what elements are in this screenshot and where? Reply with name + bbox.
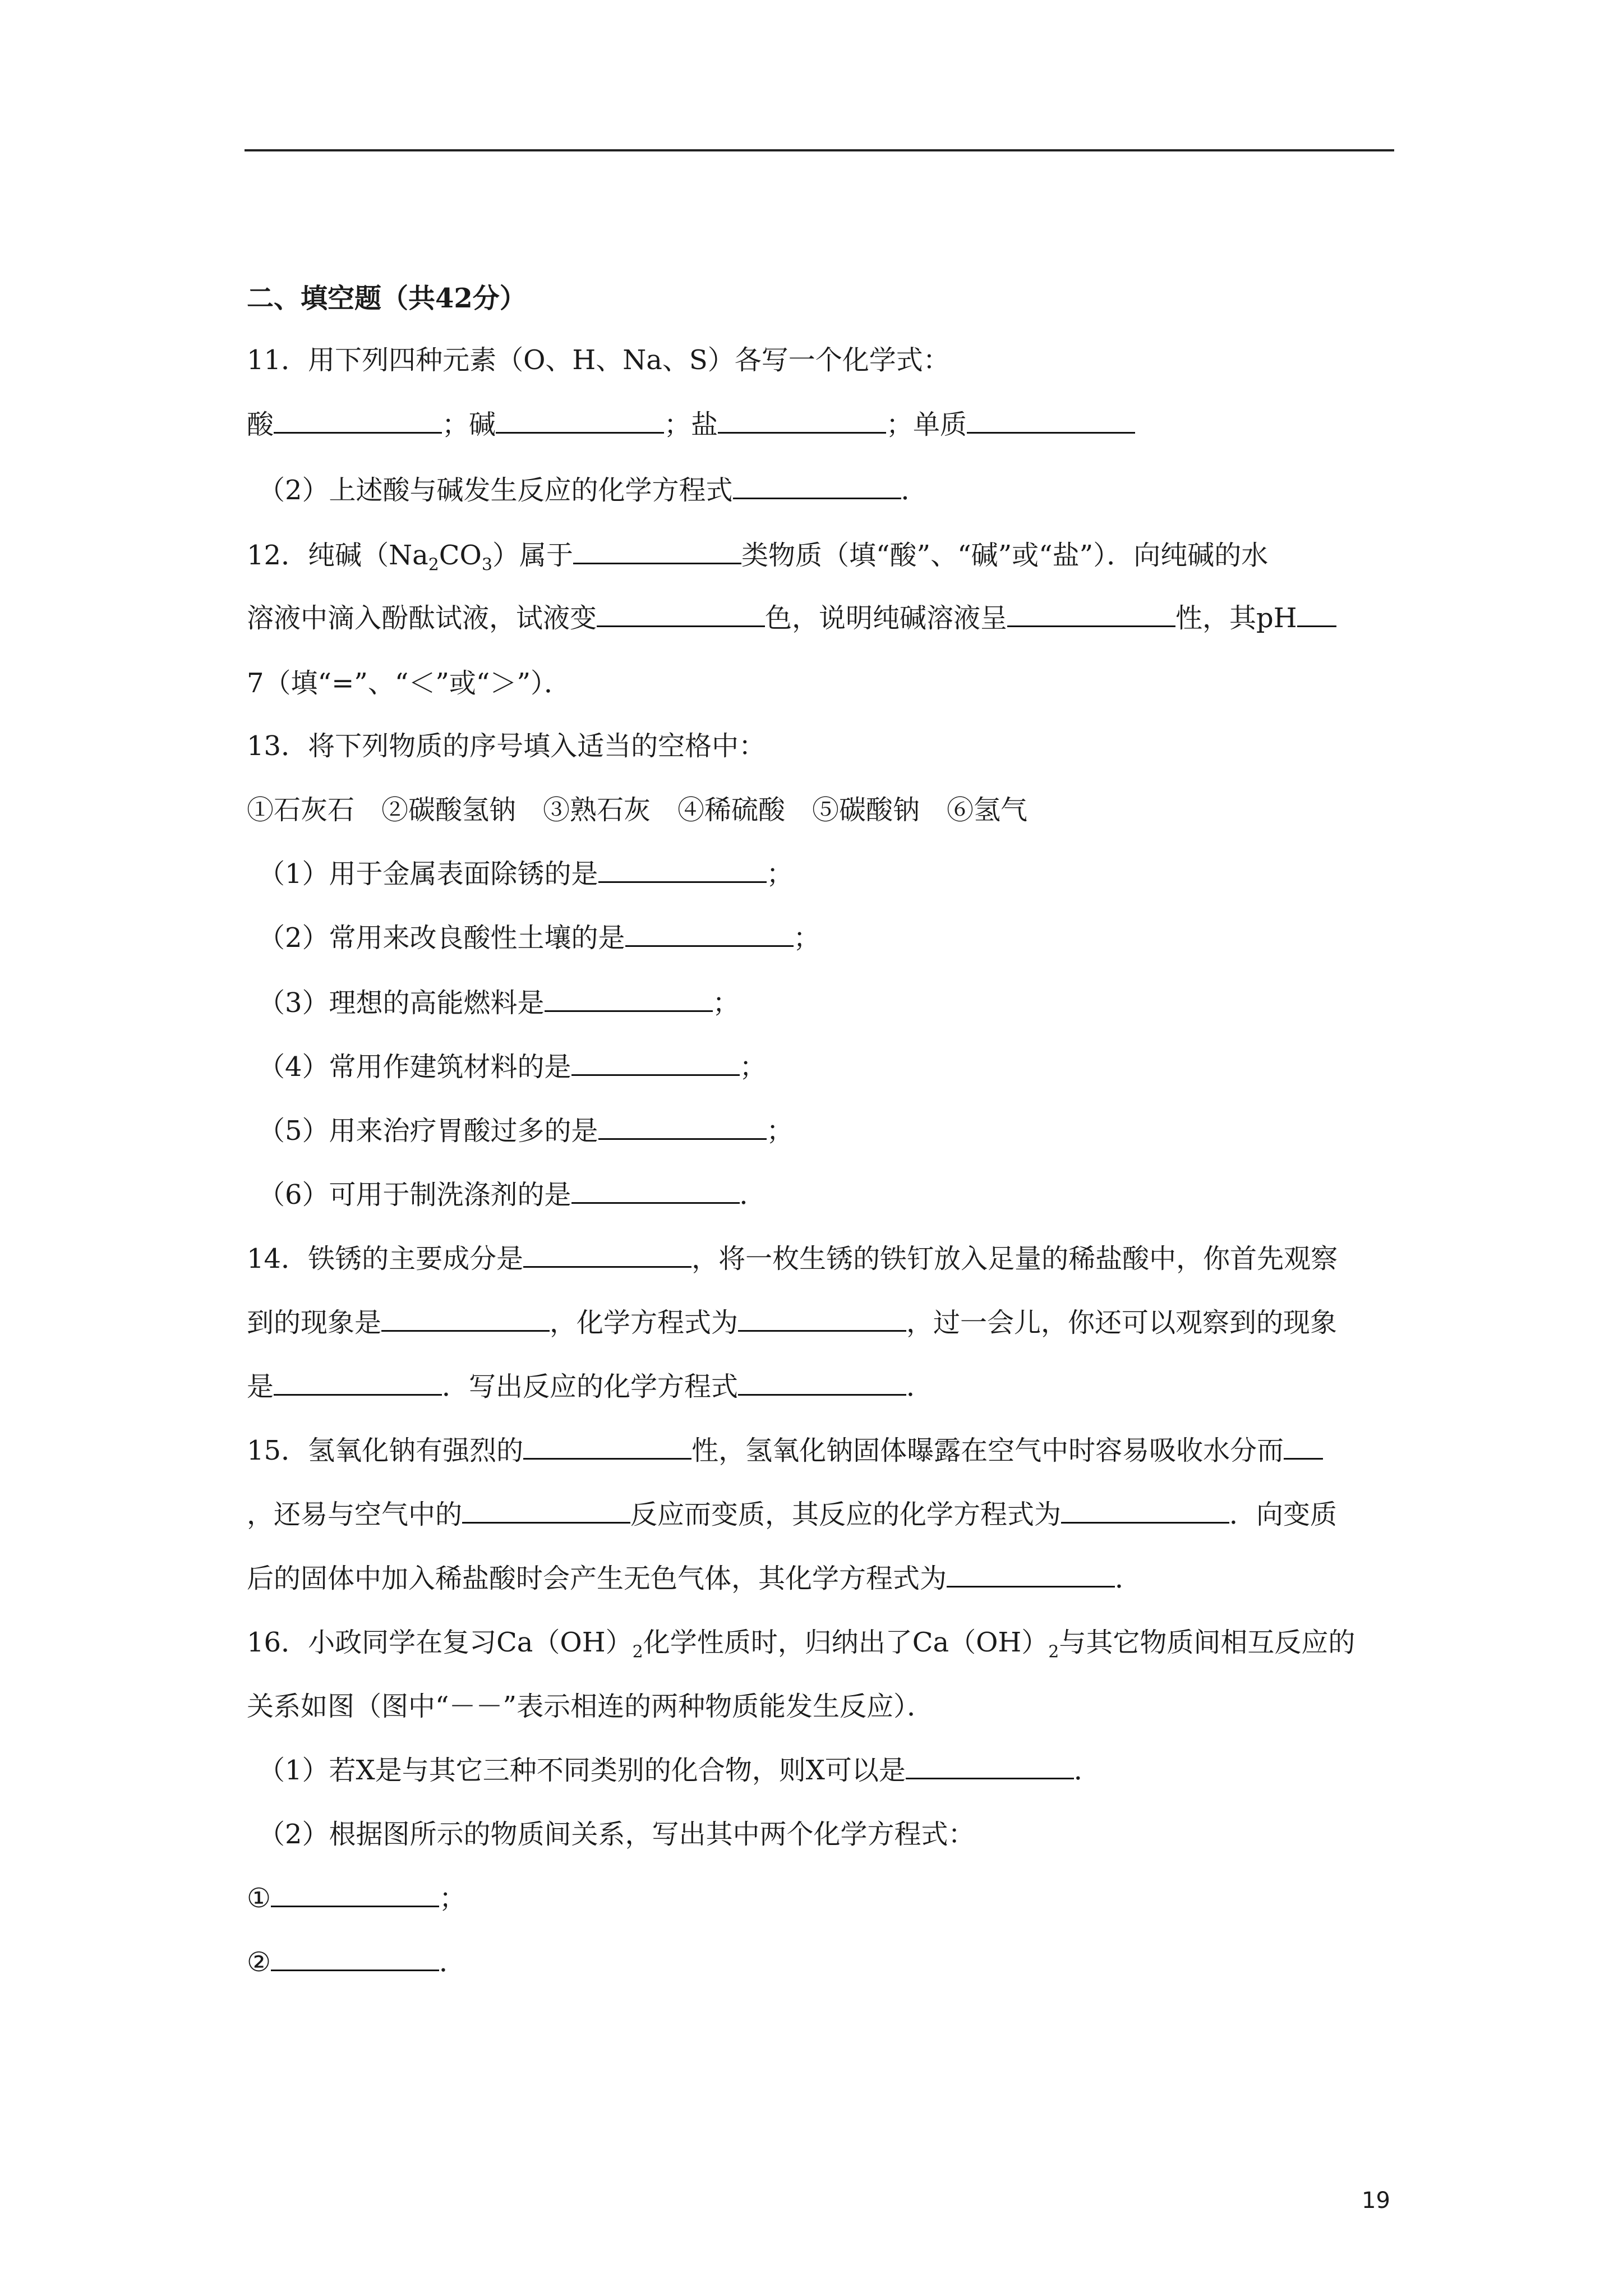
q13-p6-end: ．: [739, 1179, 767, 1211]
q15-text-a: 15．氢氧化钠有强烈的: [247, 1435, 524, 1466]
q11-acid-label: 酸: [247, 409, 274, 440]
q12-sub-b: 3: [481, 555, 492, 575]
q16-text-b: 化学性质时，归纳出了Ca（OH）: [643, 1627, 1049, 1658]
q14-text-g: ．写出反应的化学方程式: [442, 1371, 739, 1402]
q15-text-c: ，还易与空气中的: [247, 1499, 463, 1530]
q12-ph-blank[interactable]: [1297, 601, 1336, 627]
q16-p1-text: （1）若X是与其它三种不同类别的化合物，则X可以是: [258, 1755, 906, 1786]
q13-p2-end: ；: [793, 922, 820, 954]
q14-equation2-blank[interactable]: [738, 1369, 906, 1396]
q13-p3-text: （3）理想的高能燃料是: [258, 987, 545, 1019]
q16-eq2: [247, 1944, 466, 1980]
q13-p5-text: （5）用来治疗胃酸过多的是: [258, 1115, 598, 1147]
q13-p4-blank[interactable]: [571, 1050, 740, 1076]
section-title: 二、填空题（共42分）: [247, 283, 527, 314]
q13-p2-blank[interactable]: [625, 921, 794, 947]
q12-text-a: 12．纯碱（Na: [247, 540, 428, 571]
q15-equation2-blank[interactable]: [947, 1561, 1115, 1588]
q12-text-f: 色，说明纯碱溶液呈: [765, 602, 1008, 634]
q14-text-h: ．: [906, 1371, 934, 1402]
q14-text-e: ，过一会儿，你还可以观察到的现象: [906, 1307, 1338, 1338]
q16-eq1-marker: ①: [247, 1883, 271, 1914]
q14-rust-blank[interactable]: [523, 1241, 691, 1268]
q16-p1: [258, 1752, 1101, 1788]
q14-text-d: ，化学方程式为: [550, 1307, 739, 1338]
q16-text-c: 与其它物质间相互反应的: [1059, 1627, 1355, 1658]
q14-text-c: 到的现象是: [247, 1307, 382, 1338]
q12-text-d: 类物质（填“酸”、“碱”或“盐”）．向纯碱的水: [741, 540, 1269, 571]
q15-line2: [247, 1497, 1337, 1533]
q13-p6-text: （6）可用于制洗涤剂的是: [258, 1179, 571, 1211]
q12-text-e: 溶液中滴入酚酞试液，试液变: [247, 602, 597, 634]
q13-p6-blank[interactable]: [571, 1177, 740, 1204]
q12-line1: [247, 537, 1268, 573]
q13-p4-text: （4）常用作建筑材料的是: [258, 1051, 571, 1083]
q15-equation1-blank[interactable]: [1061, 1497, 1229, 1524]
q11-element-label: ；单质: [886, 409, 967, 440]
q12-color-blank[interactable]: [597, 601, 765, 627]
q12-sub-a: 2: [428, 555, 439, 575]
q12-line3: 7（填“=”、“＜”或“＞”）．: [247, 668, 571, 699]
q16-eq1: [247, 1880, 466, 1916]
q11-salt-blank[interactable]: [718, 407, 886, 434]
q13-p2-text: （2）常用来改良酸性土壤的是: [258, 922, 625, 954]
q11-equation-blank[interactable]: [733, 473, 901, 499]
header-rule: [245, 149, 1394, 151]
q13-options: ①石灰石 ②碳酸氢钠 ③熟石灰 ④稀硫酸 ⑤碳酸钠 ⑥氢气: [247, 794, 1028, 826]
q11-part2-end: ．: [901, 475, 928, 506]
q16-eq2-end: ．: [439, 1947, 467, 1978]
q15-text-d: 反应而变质，其反应的化学方程式为: [630, 1499, 1062, 1530]
q12-text-g: 性，其pH: [1175, 602, 1297, 634]
q11-base-label: ；碱: [442, 409, 496, 440]
q15-text-b: 性，氢氧化钠固体曝露在空气中时容易吸收水分而: [691, 1435, 1284, 1466]
page-number: 19: [1362, 2188, 1390, 2214]
q15-text-g: ．: [1115, 1563, 1142, 1594]
q11-base-blank[interactable]: [496, 407, 664, 434]
q14-line2: [247, 1305, 1337, 1341]
q13-p5-end: ；: [766, 1115, 794, 1147]
q15-text-f: 后的固体中加入稀盐酸时会产生无色气体，其化学方程式为: [247, 1563, 947, 1594]
q14-text-f: 是: [247, 1371, 274, 1402]
q13-p5-blank[interactable]: [598, 1114, 767, 1140]
q13-p2: [258, 920, 820, 956]
q16-eq1-blank[interactable]: [271, 1881, 439, 1907]
q15-deliquesce-blank[interactable]: [1284, 1433, 1323, 1460]
q16-p1-end: ．: [1073, 1755, 1101, 1786]
q12-text-c: ）属于: [492, 540, 573, 571]
q11-part2: [258, 472, 928, 508]
q16-sub-b: 2: [1048, 1642, 1059, 1662]
q13-p3: [258, 985, 740, 1021]
q11-acid-blank[interactable]: [274, 407, 442, 434]
q16-x-blank[interactable]: [906, 1753, 1074, 1779]
q13-p1: [258, 856, 794, 892]
q11-salt-label: ；盐: [664, 409, 718, 440]
q13-p3-blank[interactable]: [545, 986, 713, 1012]
q14-line1: [247, 1241, 1338, 1277]
q11-blanks-line: [247, 407, 1135, 443]
q16-p2: （2）根据图所示的物质间关系，写出其中两个化学方程式：: [258, 1819, 975, 1850]
q13-p4: [258, 1049, 767, 1085]
q16-eq2-marker: ②: [247, 1947, 271, 1978]
q13-p3-end: ；: [712, 987, 740, 1019]
q12-class-blank[interactable]: [573, 538, 741, 564]
q16-eq1-end: ；: [439, 1883, 467, 1914]
q13-p1-end: ；: [766, 858, 794, 890]
q11-part2-text: （2）上述酸与碱发生反应的化学方程式: [258, 475, 733, 506]
q13-p5: [258, 1113, 794, 1149]
q14-phenomenon-blank[interactable]: [381, 1305, 550, 1332]
q14-text-a: 14．铁锈的主要成分是: [247, 1243, 524, 1274]
q14-line3: [247, 1369, 933, 1405]
q14-phenomenon2-blank[interactable]: [274, 1369, 442, 1396]
q12-text-b: CO: [439, 540, 482, 571]
q13-p1-blank[interactable]: [598, 857, 767, 883]
q15-property-blank[interactable]: [523, 1433, 691, 1460]
q13-p4-end: ；: [739, 1051, 767, 1083]
q14-equation1-blank[interactable]: [738, 1305, 906, 1332]
q15-text-e: ．向变质: [1229, 1499, 1338, 1530]
q15-line3: [247, 1561, 1142, 1596]
q12-property-blank[interactable]: [1007, 601, 1175, 627]
q11-element-blank[interactable]: [967, 407, 1135, 434]
q12-line2: [247, 600, 1336, 636]
q13-stem: 13．将下列物质的序号填入适当的空格中：: [247, 730, 766, 762]
q13-p1-text: （1）用于金属表面除锈的是: [258, 858, 598, 890]
q16-line1: [247, 1625, 1355, 1660]
q15-reactant-blank[interactable]: [462, 1497, 630, 1524]
q11-stem: 11．用下列四种元素（O、H、Na、S）各写一个化学式：: [247, 344, 950, 376]
q16-line2: 关系如图（图中“－－”表示相连的两种物质能发生反应）．: [247, 1691, 934, 1722]
q16-eq2-blank[interactable]: [271, 1945, 439, 1971]
q16-sub-a: 2: [632, 1642, 643, 1662]
q15-line1: [247, 1433, 1323, 1469]
q14-text-b: ，将一枚生锈的铁钉放入足量的稀盐酸中，你首先观察: [691, 1243, 1338, 1274]
q13-p6: [258, 1177, 767, 1213]
q16-text-a: 16．小政同学在复习Ca（OH）: [247, 1627, 633, 1658]
